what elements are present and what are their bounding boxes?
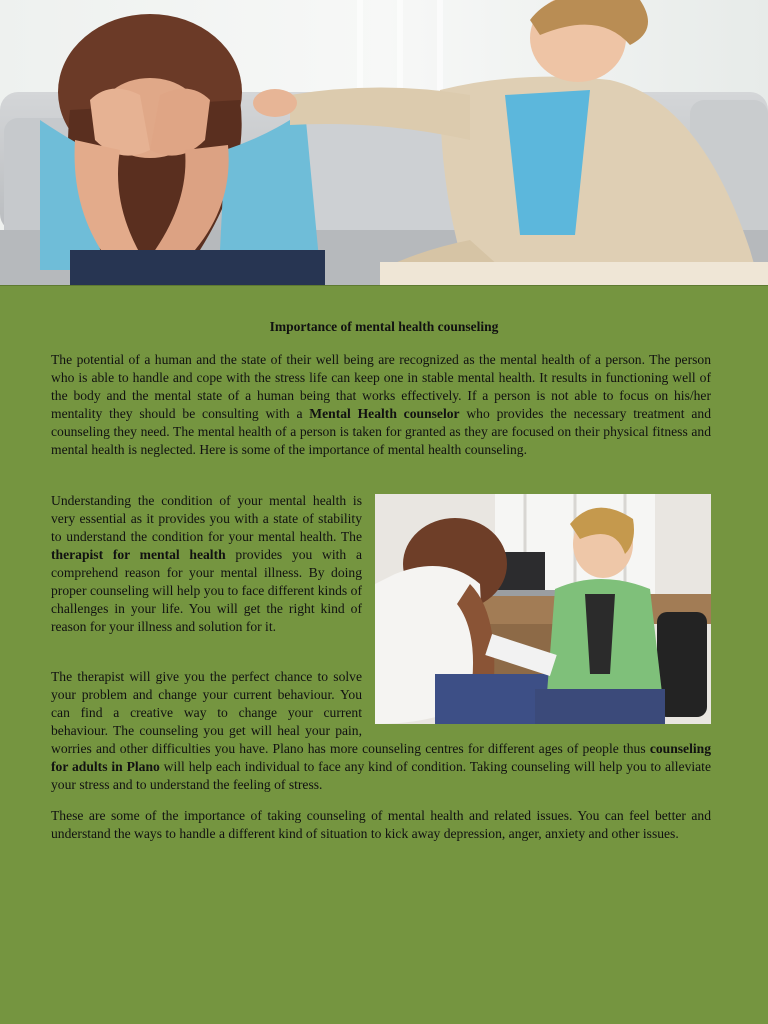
paragraph-3-text-a: The therapist will give you the perfect chance to solve your problem and change your current behaviour. You can find a creative way to change your current behaviour. The counseling you get will heal your pain, worries and other difficulties you have. Plano has more counseling centres for different ages of people thus — [51, 669, 650, 756]
photo-wrap-spacer — [362, 668, 711, 740]
article-title: Importance of mental health counseling — [269, 319, 499, 334]
paragraph-2-text-a: Understanding the condition of your mental health is very essential as it provides you with a state of stability to understand the condition for your mental health. The — [51, 493, 362, 544]
hero-photo — [0, 0, 768, 286]
paragraph-3-text-b: will help each individual to face any kind of condition. Taking counseling will help you to alleviate your stress and to understand the feeling of stress. — [51, 759, 711, 792]
paragraph-1 — [51, 351, 711, 459]
paragraph-4: These are some of the importance of taking counseling of mental health and related issues. You can feel better and understand the ways to handle a different kind of situation to kick away depression, anger, anxiety and other issues. — [51, 808, 711, 841]
hero-photo-drawing — [0, 0, 768, 285]
paragraph-3 — [51, 668, 711, 794]
counseling-for-adults-text: counseling for adults in Plano — [51, 741, 711, 774]
paragraph-1-text-b: who provides the necessary treatment and counseling they need. The mental health of a person is taken for granted as they are focused on their physical fitness and mental health is neglected. Here is some of the importance of mental health counseling. — [51, 406, 711, 457]
therapist-for-mental-health-text: therapist for mental health — [51, 547, 226, 562]
mental-health-counselor-link-text: Mental Health counselor — [309, 406, 460, 421]
paragraph-2-text-b: provides you with a comprehend reason for your mental illness. By doing proper counseling will help you to face different kinds of challenges in your life. You will get the right kind of reason for your illness and solution for it. — [51, 547, 362, 634]
paragraph-2 — [51, 492, 362, 636]
paragraph-1-text-a: The potential of a human and the state of their well being are recognized as the mental health of a person. The person who is able to handle and cope with the stress life can keep one in stable mental health. It results in functioning well of the body and the mental state of a human being that works effectively. If a person is not able to focus on his/her mentality they should be consulting with a — [51, 352, 711, 421]
